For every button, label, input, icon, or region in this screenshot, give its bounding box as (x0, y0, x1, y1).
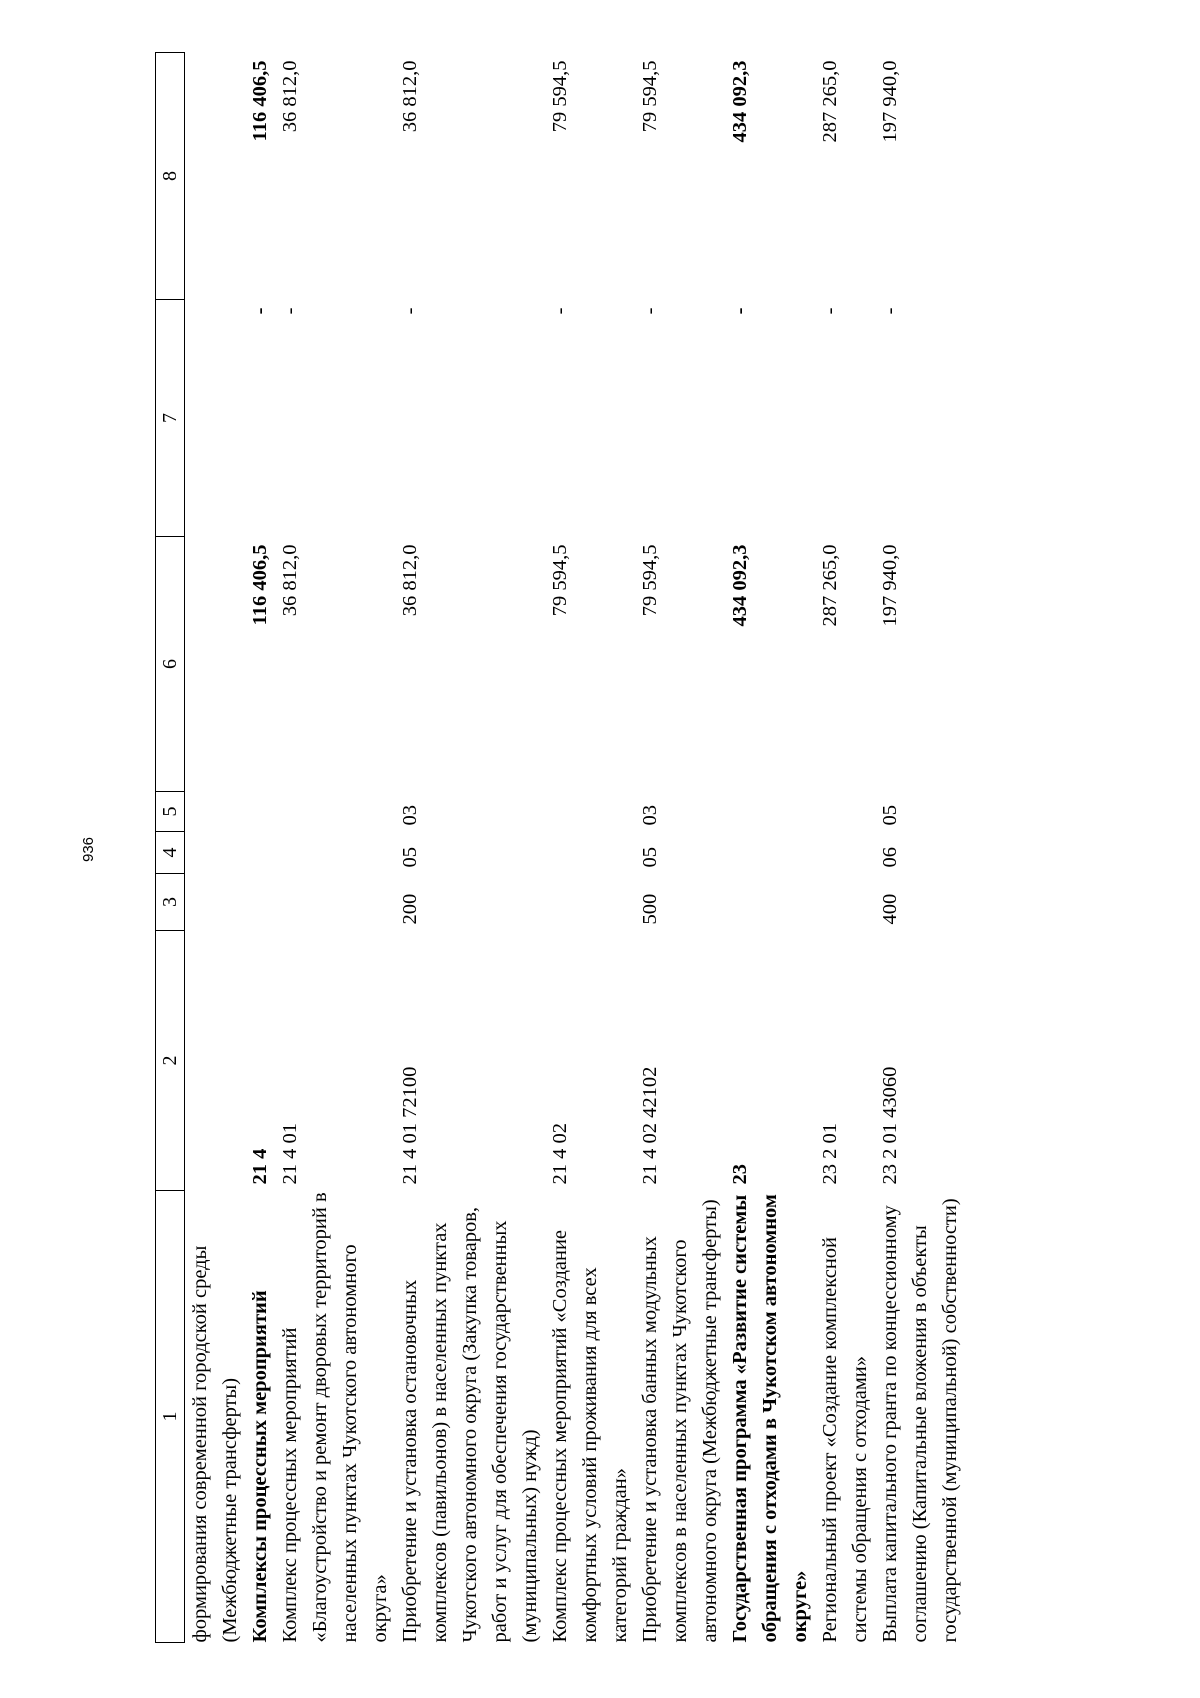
table-row (875, 53, 965, 1643)
row-c8: 197 940,0 (879, 60, 901, 143)
row-code: 21 4 02 42102 (639, 1066, 661, 1185)
header-col-6: 6 (156, 537, 185, 792)
table-row (635, 53, 725, 1643)
row-code: 23 (729, 1164, 751, 1185)
row-c4: 05 (399, 847, 421, 868)
row-c3 (545, 874, 635, 931)
row-name: Региональный проект «Создание комплексной системы обращения с отходами» (819, 1236, 871, 1643)
table-row (545, 53, 635, 1643)
row-c5 (725, 792, 815, 832)
row-name: Приобретение и установка остановочных комплексов (павильонов) в населенных пунктах Чукотского автономного округа (Закупка товаров, работ и услуг для обеспечения государственных (муниципальных) нужд) (399, 1206, 541, 1643)
row-c6: 287 265,0 (819, 544, 841, 627)
row-name: Комплекс процессных мероприятий «Благоустройство и ремонт дворовых территорий в населенных пунктах Чукотского автономного округа» (279, 1192, 391, 1643)
header-col-4: 4 (156, 832, 185, 874)
header-col-1: 1 (156, 1191, 185, 1643)
row-c8 (185, 53, 246, 300)
row-c6: 36 812,0 (399, 544, 421, 617)
row-c7: - (249, 307, 271, 315)
row-c8: 79 594,5 (639, 60, 661, 133)
row-code: 21 4 02 (549, 1123, 571, 1185)
row-code: 21 4 01 72100 (399, 1066, 421, 1185)
row-c8: 287 265,0 (819, 60, 841, 143)
row-c5 (815, 792, 875, 832)
row-code: 23 2 01 (819, 1123, 841, 1185)
row-c6: 116 406,5 (249, 544, 271, 626)
table-row (245, 53, 275, 1643)
row-c4: 06 (879, 847, 901, 868)
page-number-text: 936 (80, 836, 98, 862)
row-c6: 79 594,5 (639, 544, 661, 617)
row-c7: - (399, 307, 421, 315)
row-c8: 36 812,0 (279, 60, 301, 133)
table-row (725, 53, 815, 1643)
row-c7: - (729, 307, 751, 315)
header-row (156, 53, 185, 1643)
page-number (79, 836, 99, 862)
header-col-2: 2 (156, 931, 185, 1191)
row-c4 (275, 832, 395, 874)
row-c4 (545, 832, 635, 874)
row-c5: 03 (399, 805, 421, 826)
row-code: 21 4 (249, 1148, 271, 1185)
row-code: 21 4 01 (279, 1123, 301, 1185)
row-c6: 79 594,5 (549, 544, 571, 617)
row-c7: - (549, 307, 571, 315)
row-c5: 05 (879, 805, 901, 826)
row-c5: 03 (639, 805, 661, 826)
row-c5 (185, 792, 246, 832)
row-c7: - (819, 307, 841, 315)
row-c6: 197 940,0 (879, 544, 901, 627)
row-c3 (815, 874, 875, 931)
header-col-5: 5 (156, 792, 185, 832)
budget-table (155, 52, 965, 1643)
row-c6: 36 812,0 (279, 544, 301, 617)
row-c4 (725, 832, 815, 874)
header-col-8: 8 (156, 53, 185, 300)
row-name: Приобретение и установка банных модульных комплексов в населенных пунктах Чукотского автономного округа (Межбюджетные трансферты) (639, 1199, 721, 1643)
row-c8: 116 406,5 (249, 60, 271, 142)
row-name: Государственная программа «Развитие системы обращения с отходами в Чукотском автономном округе» (729, 1194, 811, 1643)
row-c3 (275, 874, 395, 931)
row-c3 (185, 874, 246, 931)
row-c6 (185, 537, 246, 792)
row-name: Выплата капитального гранта по концессионному соглашению (Капитальные вложения в объекты государственной (муниципальной) собственности) (879, 1198, 961, 1643)
row-c3 (245, 874, 275, 931)
row-c5 (245, 792, 275, 832)
row-c3: 200 (399, 893, 421, 925)
row-c4 (815, 832, 875, 874)
table-row (815, 53, 875, 1643)
row-c4 (185, 832, 246, 874)
row-c5 (545, 792, 635, 832)
row-c3 (725, 874, 815, 931)
header-col-3: 3 (156, 874, 185, 931)
header-col-7: 7 (156, 300, 185, 537)
row-name: формирования современной городской среды (Межбюджетные трансферты) (189, 1245, 241, 1643)
row-c7 (185, 300, 246, 537)
row-c7: - (279, 307, 301, 315)
row-name: Комплексы процессных мероприятий (249, 1290, 271, 1643)
row-c8: 434 092,3 (729, 60, 751, 143)
table-row (185, 53, 246, 1643)
row-c4: 05 (639, 847, 661, 868)
table-row (395, 53, 545, 1643)
row-c6: 434 092,3 (729, 544, 751, 627)
row-c3: 500 (639, 893, 661, 925)
row-c7: - (879, 307, 901, 315)
row-c8: 79 594,5 (549, 60, 571, 133)
row-c7: - (639, 307, 661, 315)
row-c4 (245, 832, 275, 874)
row-c3: 400 (879, 893, 901, 925)
row-name: Комплекс процессных мероприятий «Создание комфортных условий проживания для всех категорий граждан» (549, 1229, 631, 1643)
row-code (185, 931, 246, 1191)
budget-table-rotated (155, 53, 995, 1643)
row-code: 23 2 01 43060 (879, 1066, 901, 1185)
row-c8: 36 812,0 (399, 60, 421, 133)
row-c5 (275, 792, 395, 832)
table-row (275, 53, 395, 1643)
